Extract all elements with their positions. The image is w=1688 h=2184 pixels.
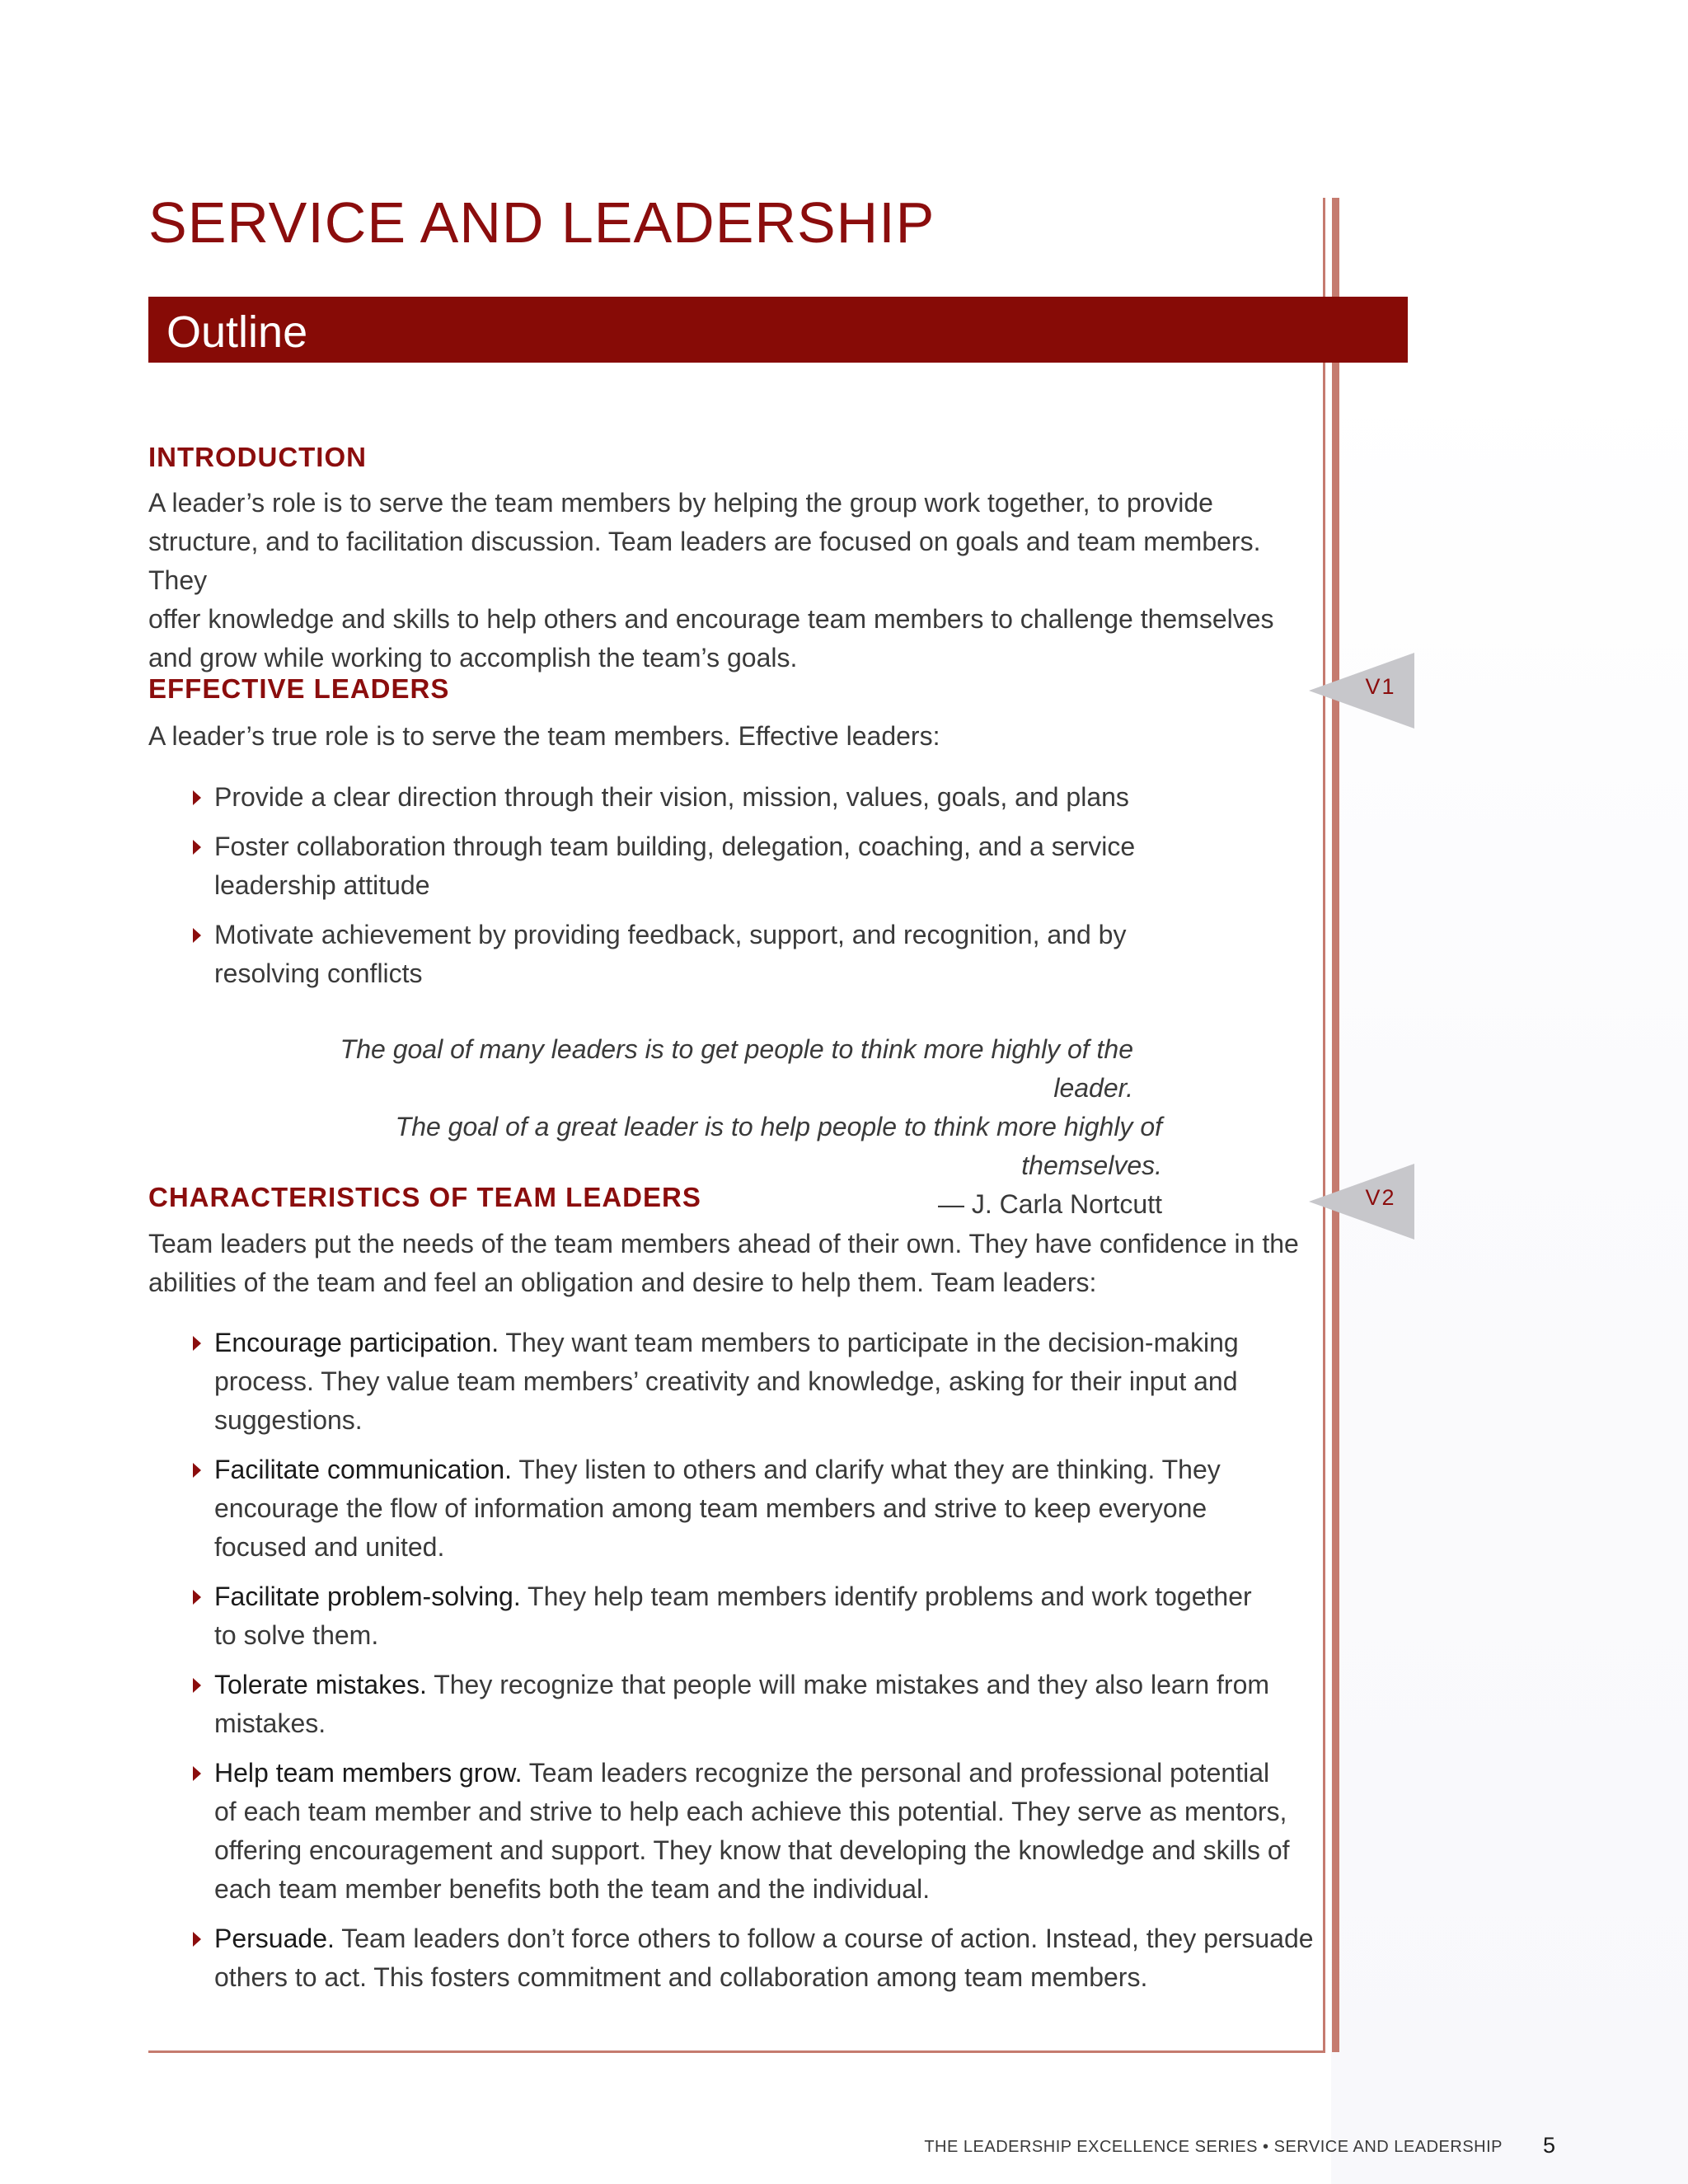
list-item: Facilitate problem-solving. They help team members identify problems and work together to solve them. (190, 1577, 1319, 1655)
page-number: 5 (1543, 2133, 1556, 2158)
outline-label: Outline (166, 307, 308, 357)
list-item: Help team members grow. Team leaders recognize the personal and professional potential of each team member and strive to help each achieve this potential. They serve as mentors, offering encouragement and support. They know that developing the knowledge and skills of each team member benefits both the team and the individual. (190, 1754, 1319, 1909)
introduction-line: and grow while working to accomplish the team’s goals. (148, 643, 798, 673)
margin-shade (1331, 371, 1688, 2184)
bullet-arrow-icon (193, 840, 201, 855)
effective-leaders-heading: EFFECTIVE LEADERS (148, 673, 450, 704)
list-item-term: Help team members grow. (214, 1758, 523, 1788)
characteristics-list (190, 1324, 1319, 1997)
list-item-term: Facilitate communication. (214, 1455, 513, 1484)
bullet-arrow-icon (193, 928, 201, 943)
list-item-term: Encourage participation. (214, 1328, 499, 1357)
list-item-term: Tolerate mistakes. (214, 1670, 427, 1699)
video-tab-v1[interactable] (1309, 653, 1414, 729)
page-title: SERVICE AND LEADERSHIP (148, 190, 935, 255)
video-tab-v2[interactable] (1309, 1164, 1414, 1240)
list-item: Tolerate mistakes. They recognize that people will make mistakes and they also learn from mistakes. (190, 1666, 1319, 1743)
introduction-line: A leader’s role is to serve the team members by helping the group work together, to provide (148, 488, 1213, 518)
introduction-paragraph (148, 484, 1302, 677)
outline-banner (148, 297, 1408, 363)
introduction-line: structure, and to facilitation discussion. Team leaders are focused on goals and team members. They (148, 527, 1261, 595)
tab-label: V2 (1365, 1185, 1396, 1210)
list-item: Facilitate communication. They listen to others and clarify what they are thinking. They encourage the flow of information among team members and strive to keep everyone focused and united. (190, 1451, 1319, 1567)
list-item: Motivate achievement by providing feedback, support, and recognition, and by resolving conflicts (190, 916, 1319, 993)
list-item: Provide a clear direction through their vision, mission, values, goals, and plans (190, 778, 1319, 817)
bullet-arrow-icon (193, 1463, 201, 1478)
effective-leaders-intro: A leader’s true role is to serve the team members. Effective leaders: (148, 721, 940, 751)
quote-attribution: — J. Carla Nortcutt (937, 1189, 1162, 1219)
margin-rule-thin (1323, 198, 1325, 2052)
quote-line: The goal of a great leader is to help people to think more highly of themselves. (395, 1112, 1162, 1180)
bottom-rule (148, 2050, 1325, 2053)
bullet-arrow-icon (193, 1766, 201, 1781)
margin-rule-thick (1332, 198, 1339, 2052)
bullet-arrow-icon (193, 1336, 201, 1351)
list-item: Encourage participation. They want team members to participate in the decision-making process. They value team members’ creativity and knowledge, asking for their input and suggestions. (190, 1324, 1319, 1440)
characteristics-heading: CHARACTERISTICS OF TEAM LEADERS (148, 1182, 701, 1212)
list-item: Persuade. Team leaders don’t force others to follow a course of action. Instead, they persuade others to act. This fosters commitment and collaboration among team members. (190, 1919, 1319, 1997)
introduction-heading: INTRODUCTION (148, 442, 367, 472)
effective-leaders-list (190, 778, 1319, 993)
footer-series: THE LEADERSHIP EXCELLENCE SERIES • SERVICE AND LEADERSHIP (924, 2138, 1503, 2156)
tab-label: V1 (1365, 674, 1396, 699)
bullet-arrow-icon (193, 1590, 201, 1605)
list-item: Foster collaboration through team building, delegation, coaching, and a service leadership attitude (190, 827, 1319, 905)
bullet-arrow-icon (193, 1932, 201, 1947)
list-item-term: Facilitate problem-solving. (214, 1582, 521, 1611)
introduction-line: offer knowledge and skills to help others and encourage team members to challenge themselves (148, 604, 1274, 634)
bullet-arrow-icon (193, 790, 201, 805)
list-item-term: Persuade. (214, 1924, 335, 1953)
quote-line: The goal of many leaders is to get people to think more highly of the leader. (340, 1034, 1133, 1103)
characteristics-line: abilities of the team and feel an obligation and desire to help them. Team leaders: (148, 1268, 1097, 1297)
bullet-arrow-icon (193, 1678, 201, 1693)
characteristics-line: Team leaders put the needs of the team members ahead of their own. They have confidence in the (148, 1229, 1299, 1258)
characteristics-paragraph (148, 1225, 1302, 1302)
